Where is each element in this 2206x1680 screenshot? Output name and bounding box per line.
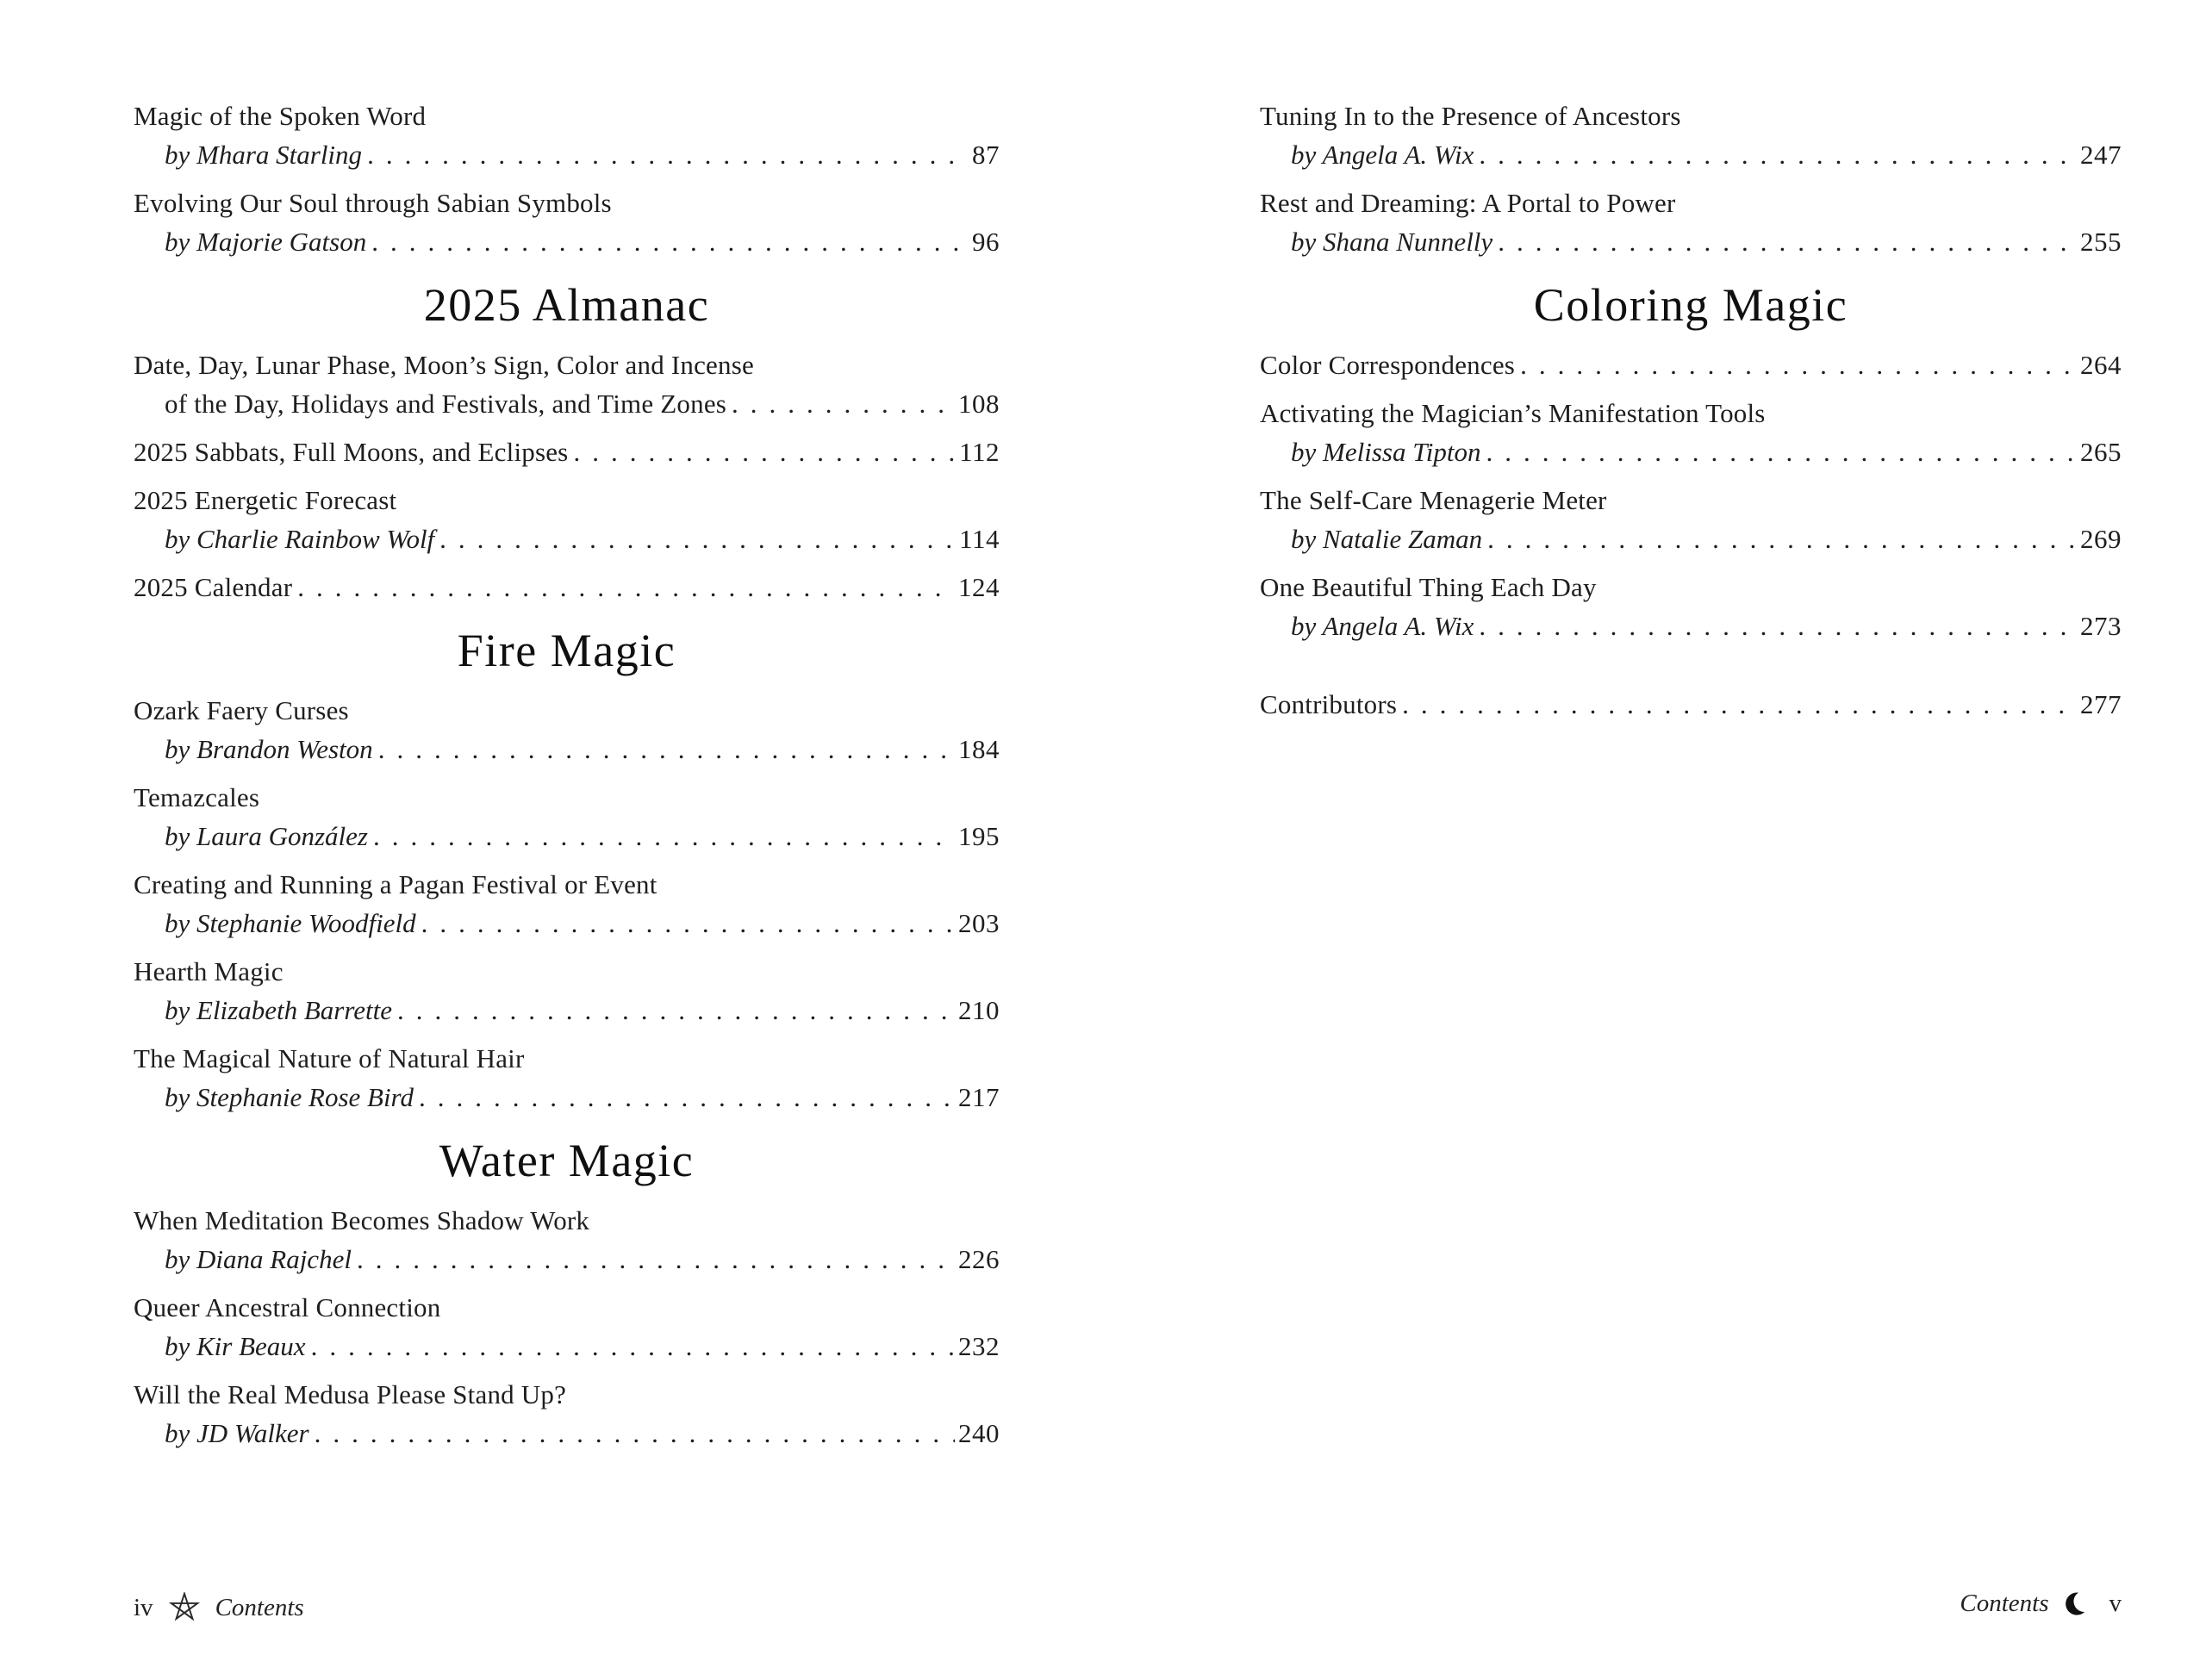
page-left (134, 96, 1000, 1462)
dot-leader (357, 1240, 955, 1279)
entry-page-number: 112 (959, 437, 1000, 467)
page-right (1260, 96, 2122, 733)
dot-leader (1479, 135, 2077, 174)
entry-byline: by Majorie Gatson (165, 227, 367, 257)
entry-byline: by Angela A. Wix (1291, 611, 1474, 641)
toc-entry (134, 481, 1000, 558)
dot-leader (573, 432, 956, 471)
toc-entry (134, 865, 1000, 943)
toc-entry (134, 96, 1000, 174)
entry-page-number: 226 (958, 1244, 1000, 1274)
entry-title: Magic of the Spoken Word (134, 101, 427, 131)
toc-entry (134, 1039, 1000, 1117)
toc-entry (1260, 481, 2122, 558)
entry-page-number: 96 (972, 227, 1000, 257)
toc-entry (134, 778, 1000, 856)
section-heading: 2025 Almanac (423, 279, 710, 331)
entry-byline: by Kir Beaux (165, 1331, 306, 1361)
dot-leader (419, 1078, 955, 1117)
toc-entry (134, 432, 1000, 471)
dot-leader (732, 384, 955, 423)
entry-title: Creating and Running a Pagan Festival or Event (134, 869, 657, 899)
section-heading: Water Magic (439, 1135, 695, 1186)
dot-leader (1486, 432, 2077, 471)
dot-leader (315, 1414, 955, 1453)
entry-title: Color Correspondences (1260, 350, 1516, 380)
entry-page-number: 108 (958, 389, 1000, 419)
entry-title-continued: of the Day, Holidays and Festivals, and Time Zones (165, 389, 727, 419)
toc-entry (134, 691, 1000, 768)
entry-byline: by Melissa Tipton (1291, 437, 1481, 467)
dot-leader (439, 520, 956, 558)
entry-title: Temazcales (134, 782, 260, 812)
entry-page-number: 124 (958, 572, 1000, 602)
entry-byline: by Angela A. Wix (1291, 140, 1474, 170)
dot-leader (371, 222, 969, 261)
dot-leader (1520, 345, 2077, 384)
entry-title: Contributors (1260, 689, 1398, 719)
entry-title: One Beautiful Thing Each Day (1260, 572, 1597, 602)
entry-page-number: 265 (2080, 437, 2122, 467)
entry-page-number: 87 (972, 140, 1000, 170)
entry-title: Hearth Magic (134, 956, 284, 986)
entry-byline: by Brandon Weston (165, 734, 373, 764)
entry-title: When Meditation Becomes Shadow Work (134, 1205, 590, 1235)
dot-leader (1402, 685, 2077, 724)
entry-title: Queer Ancestral Connection (134, 1292, 441, 1322)
dot-leader (297, 568, 955, 607)
entry-title: The Self-Care Menagerie Meter (1260, 485, 1607, 515)
entry-title: Tuning In to the Presence of Ancestors (1260, 101, 1681, 131)
entry-byline: by Natalie Zaman (1291, 524, 1483, 554)
toc-entry (1260, 394, 2122, 471)
entry-byline: by Charlie Rainbow Wolf (165, 524, 435, 554)
page-right-footer (1960, 1589, 2122, 1618)
dot-leader (373, 817, 955, 856)
crescent-moon-icon (2065, 1589, 2094, 1618)
folio-number-right: v (2109, 1589, 2122, 1617)
pentagram-star-icon (169, 1592, 200, 1623)
entry-title: 2025 Energetic Forecast (134, 485, 397, 515)
toc-entry (134, 1288, 1000, 1366)
dot-leader (1479, 607, 2077, 645)
section-heading: Fire Magic (457, 625, 676, 676)
entry-page-number: 240 (958, 1418, 1000, 1448)
toc-entry (1260, 96, 2122, 174)
toc-entry (134, 184, 1000, 261)
toc-entry (1260, 568, 2122, 645)
footer-label-left: Contents (215, 1593, 304, 1621)
dot-leader (421, 904, 955, 943)
toc-entry (1260, 685, 2122, 724)
entry-page-number: 232 (958, 1331, 1000, 1361)
entry-title: 2025 Calendar (134, 572, 293, 602)
page-left-footer (134, 1592, 304, 1623)
dot-leader (378, 730, 955, 768)
entry-byline: by Diana Rajchel (165, 1244, 352, 1274)
entry-title: 2025 Sabbats, Full Moons, and Eclipses (134, 437, 569, 467)
entry-page-number: 269 (2080, 524, 2122, 554)
dot-leader (1487, 520, 2077, 558)
entry-title: Rest and Dreaming: A Portal to Power (1260, 188, 1676, 218)
dot-leader (367, 135, 969, 174)
toc-entry (134, 952, 1000, 1030)
toc-entry (134, 1375, 1000, 1453)
footer-label-right: Contents (1960, 1589, 2049, 1617)
entry-page-number: 184 (958, 734, 1000, 764)
folio-number-left: iv (134, 1593, 153, 1621)
entry-page-number: 210 (958, 995, 1000, 1025)
toc-left-column (134, 96, 1000, 1453)
entry-byline: by Laura González (165, 821, 368, 851)
entry-byline: by JD Walker (165, 1418, 309, 1448)
dot-leader (1498, 222, 2077, 261)
entry-byline: by Stephanie Woodfield (165, 908, 416, 938)
toc-entry (134, 1201, 1000, 1279)
entry-title: The Magical Nature of Natural Hair (134, 1043, 525, 1073)
entry-page-number: 114 (959, 524, 1000, 554)
entry-byline: by Shana Nunnelly (1291, 227, 1493, 257)
section-heading: Coloring Magic (1533, 279, 1848, 331)
entry-page-number: 247 (2080, 140, 2122, 170)
entry-page-number: 273 (2080, 611, 2122, 641)
toc-entry (134, 345, 1000, 423)
entry-page-number: 217 (958, 1082, 1000, 1112)
entry-title: Will the Real Medusa Please Stand Up? (134, 1379, 567, 1409)
entry-byline: by Elizabeth Barrette (165, 995, 393, 1025)
entry-page-number: 203 (958, 908, 1000, 938)
entry-byline: by Stephanie Rose Bird (165, 1082, 414, 1112)
entry-title: Evolving Our Soul through Sabian Symbols (134, 188, 612, 218)
toc-entry (1260, 345, 2122, 384)
entry-page-number: 255 (2080, 227, 2122, 257)
dot-leader (311, 1327, 955, 1366)
entry-title: Ozark Faery Curses (134, 695, 349, 725)
toc-entry (1260, 184, 2122, 261)
entry-title: Date, Day, Lunar Phase, Moon’s Sign, Color and Incense (134, 350, 754, 380)
toc-entry (134, 568, 1000, 607)
entry-page-number: 264 (2080, 350, 2122, 380)
toc-right-column (1260, 96, 2122, 724)
dot-leader (397, 991, 955, 1030)
entry-page-number: 277 (2080, 689, 2122, 719)
entry-title: Activating the Magician’s Manifestation Tools (1260, 398, 1766, 428)
entry-byline: by Mhara Starling (165, 140, 363, 170)
entry-page-number: 195 (958, 821, 1000, 851)
